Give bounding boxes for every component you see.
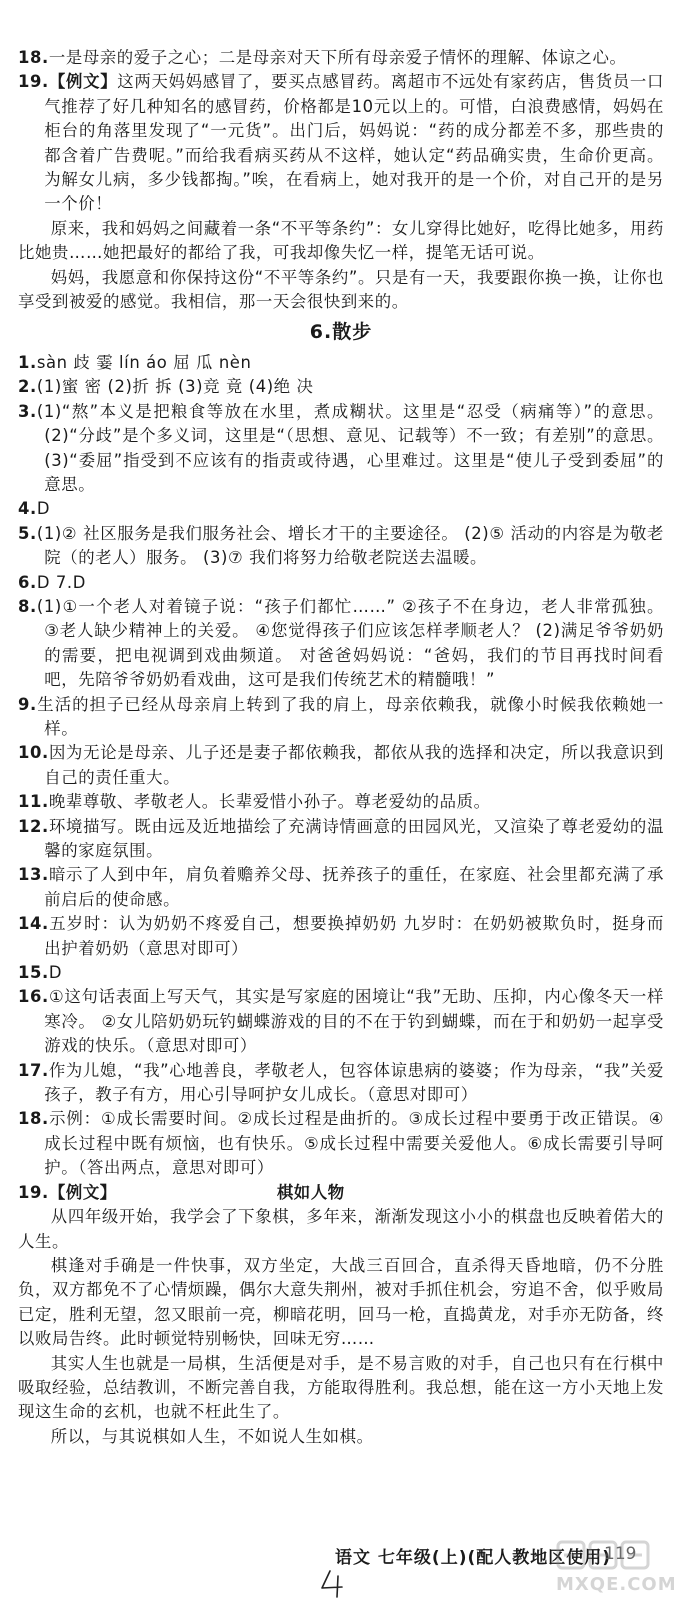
essay-2-label: 19.【例文】 [18,1182,117,1202]
answer-item: 3.(1)“熬”本义是把粮食等放在水里，煮成糊状。这里是“忍受（病痛等）”的意思。 (2)“分歧”是个多义词，这里是“（思想、意见、记载等）不一致；有差别”的意思。 (3)“委屈”指受到不应该有的指责或待遇，心里难过。这里是“使儿子受到委屈”的意思。 [18,401,664,494]
footer-book-title: 语文 七年级(上)(配人教地区使用) [335,1548,611,1568]
answer-item: 8.(1)①一个老人对着镜子说：“孩子们都忙……” ②孩子不在身边，老人非常孤独。 ③老人缺少精神上的关爱。 ④您觉得孩子们应该怎样孝顺老人？ (2)满足爷爷奶奶的需要，把电视调到戏曲频道。 对爸爸妈妈说：“爸妈，我们的节目再找时间看吧，先陪爷爷奶奶看戏曲，这可是我们传统艺术的精髓哦！” [18,596,664,690]
section-title: 6.散步 [309,321,373,344]
answer-item: 2.(1)蜜 密 (2)折 拆 (3)竞 竟 (4)绝 决 [18,377,314,397]
answer-list [18,351,664,1181]
example-essay-2 [18,1181,664,1449]
essay-2-title: 棋如人物 [276,1182,345,1202]
answer-item: 4.D [18,499,51,519]
answer-item: 18.示例：①成长需要时间。②成长过程是曲折的。③成长过程中要勇于改正错误。④成长过程中既有烦恼，也有快乐。⑤成长过程中需要关爱他人。⑥成长需要引导呵护。（答出两点，意思对即可） [18,1109,664,1178]
answer-item: 5.(1)② 社区服务是我们服务社会、增长才干的主要途径。 (2)⑤ 活动的内容是为敬老院（的老人）服务。 (3)⑦ 我们将努力给敬老院送去温暖。 [18,523,664,568]
answer-item: 13.暗示了人到中年，肩负着赡养父母、抚养孩子的重任，在家庭、社会里都充满了承前启后的使命感。 [18,865,664,909]
essay-2-paragraph: 所以，与其说棋如人生，不如说人生如棋。 [50,1426,374,1446]
essay-2-paragraph: 从四年级开始，我学会了下象棋，多年来，渐渐发现这小小的棋盘也反映着偌大的人生。 [18,1207,664,1251]
watermark [508,1538,678,1598]
answer-item: 15.D [18,963,63,983]
answer-item: 18.一是母亲的爱子之心；二是母亲对天下所有母亲爱子情怀的理解、体谅之心。 [18,48,627,67]
watermark-text: MXQE.COM [556,1574,677,1595]
answer-item: 10.因为无论是母亲、儿子还是妻子都依赖我，都依从我的选择和决定，所以我意识到自己的责任重大。 [18,743,664,787]
essay-1-paragraph: 19.【例文】这两天妈妈感冒了，要买点感冒药。离超市不远处有家药店，售货员一口气推荐了好几种知名的感冒药，价格都是10元以上的。可惜，白浪费感情，妈妈在柜台的角落里发现了“一元货”。出门后，妈妈说：“药的成分都差不多，那些贵的都含着广告费呢。”而给我看病买药从不这样，她认定“药品确实贵，生命价更高。为解女儿病，多少钱都掏。”唉，在看病上，她对我开的是一个价，对自己开的是另一个价！ [18,72,664,214]
answer-item: 16.①这句话表面上写天气，其实是写家庭的困境让“我”无助、压抑，内心像冬天一样寒冷。 ②女儿陪奶奶玩钓蝴蝶游戏的目的不在于钓到蝴蝶，而在于和奶奶一起享受游戏的快乐。（意思对即可） [18,987,664,1056]
essay-1-paragraph: 妈妈，我愿意和你保持这份“不平等条约”。只是有一天，我要跟你换一换，让你也享受到被爱的感觉。我相信，那一天会很快到来的。 [18,267,664,312]
answer-item: 17.作为儿媳，“我”心地善良，孝敬老人，包容体谅患病的婆婆；作为母亲，“我”关爱孩子，教子有方，用心引导呵护女儿成长。（意思对即可） [18,1060,664,1105]
essay-1-paragraph: 原来，我和妈妈之间藏着一条“不平等条约”：女儿穿得比她好，吃得比她多，用药比她贵……她把最好的都给了我，可我却像失忆一样，提笔无话可说。 [18,218,664,263]
page-number: 119 [604,1544,637,1564]
answer-item: 11.晚辈尊敬、孝敬老人。长辈爱惜小孙子。尊老爱幼的品质。 [18,792,491,812]
answer-page [18,46,664,1449]
watermark-logo-icon [508,1538,678,1578]
essay-2-paragraph: 其实人生也就是一局棋，生活便是对手，是不易言败的对手，自己也只有在行棋中吸取经验，总结教训，不断完善自我，方能取得胜利。我总想，能在这一方小天地上发现这生命的玄机，也就不枉此生了。 [18,1353,664,1422]
answer-item: 9.生活的担子已经从母亲肩上转到了我的肩上，母亲依赖我，就像小时候我依赖她一样。 [18,694,664,738]
answer-item: 14.五岁时：认为奶奶不疼爱自己，想要换掉奶奶 九岁时：在奶奶被欺负时，挺身而出护着奶奶（意思对即可） [18,914,664,958]
answer-item: 12.环境描写。既由远及近地描绘了充满诗情画意的田园风光，又渲染了尊老爱幼的温馨的家庭氛围。 [18,816,664,860]
essay-1-label: 19.【例文】 [18,72,118,92]
essay-2-paragraph: 棋逢对手确是一件快事，双方坐定，大战三百回合，直杀得天昏地暗，仍不分胜负，双方都免不了心情烦躁，偶尔大意失荆州，被对手抓住机会，穷追不舍，似乎败局已定，胜利无望，忽又眼前一亮，柳暗花明，回马一枪，直捣黄龙，对手亦无防备，终以败局告终。此时顿觉特别畅快，回味无穷…… [18,1255,664,1349]
essay-2-heading [18,1181,664,1205]
example-essay-1 [18,70,664,314]
handwritten-mark [316,1568,356,1598]
answer-item: 6.D 7.D [18,572,86,592]
answer-item: 1.sàn 歧 霎 lín áo 屈 瓜 nèn [18,352,252,372]
